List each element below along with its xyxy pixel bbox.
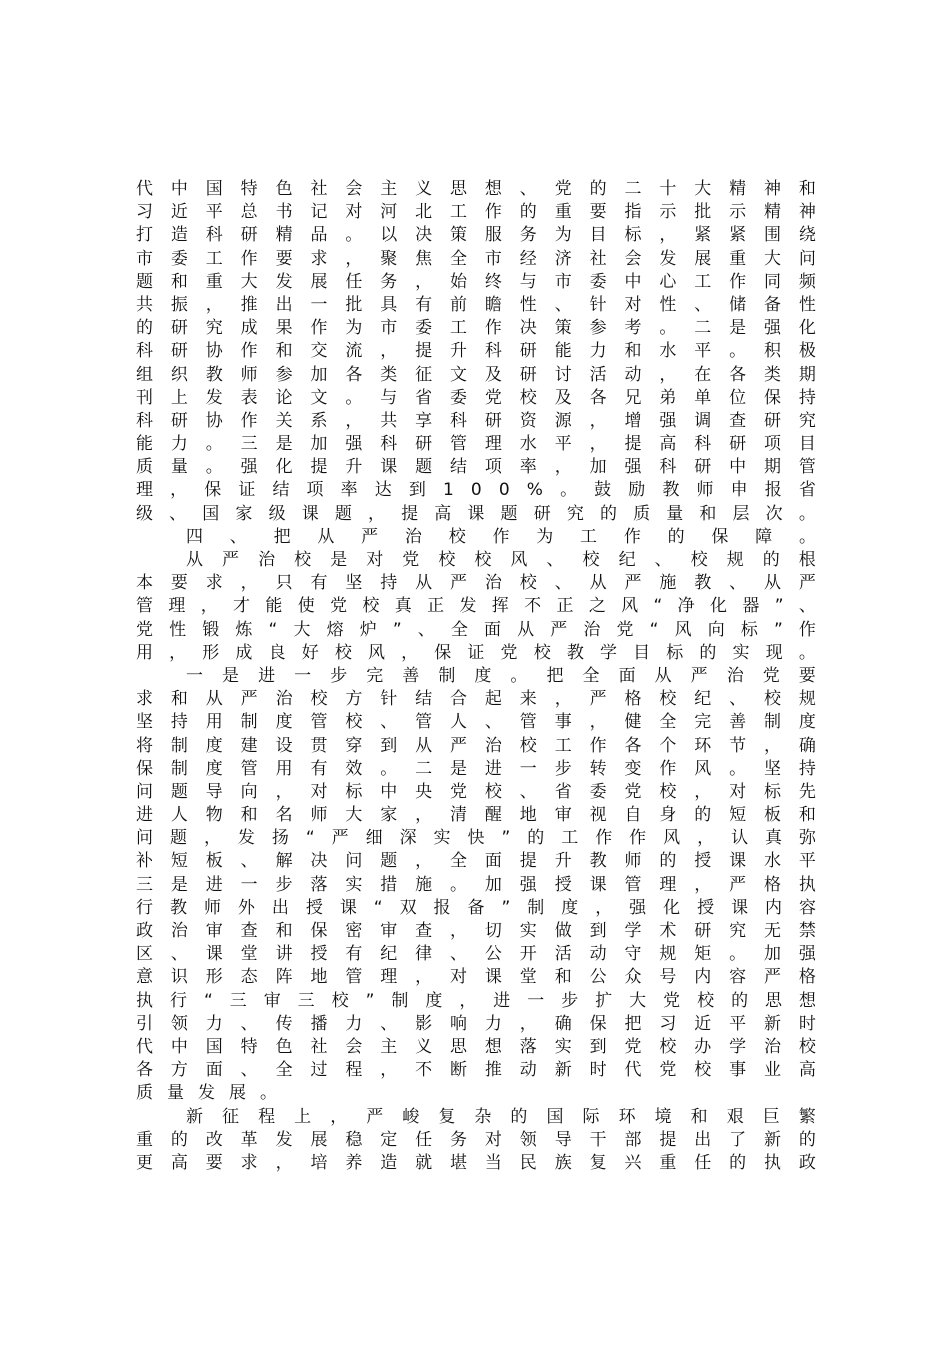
text-line: 代 中 国 特 色 社 会 主 义 思 想 、 党 的 二 十 大 精 神 和 — [136, 179, 816, 199]
text-line: 题 和 重 大 发 展 任 务 ， 始 终 与 市 委 中 心 工 作 同 频 — [136, 271, 816, 292]
text-line: 用 ， 形 成 良 好 校 风 ， 保 证 党 校 教 学 目 标 的 实 现 。 — [136, 642, 816, 663]
text-line: 从 严 治 校 是 对 党 校 校 风 、 校 纪 、 校 规 的 根 — [186, 550, 816, 570]
text-line: 科 研 协 作 关 系 ， 共 享 科 研 资 源 ， 增 强 调 查 研 究 — [136, 410, 816, 431]
text-line: 本 要 求 ， 只 有 坚 持 从 严 治 校 、 从 严 施 教 、 从 严 — [136, 573, 816, 594]
text-line: 坚 持 用 制 度 管 校 、 管 人 、 管 事 ， 健 全 完 善 制 度 — [136, 712, 816, 733]
text-line: 行 教 师 外 出 授 课 “ 双 报 备 ” 制 度 ， 强 化 授 课 内 容 — [136, 897, 816, 918]
text-line: 进 人 物 和 名 师 大 家 ， 清 醒 地 审 视 自 身 的 短 板 和 — [136, 805, 816, 826]
text-line: 问 题 导 向 ， 对 标 中 央 党 校 、 省 委 党 校 ， 对 标 先 — [136, 781, 816, 802]
text-line: 执 行 “ 三 审 三 校 ” 制 度 ， 进 一 步 扩 大 党 校 的 思 想 — [136, 990, 816, 1011]
text-line: 新 征 程 上 ， 严 峻 复 杂 的 国 际 环 境 和 艰 巨 繁 — [186, 1106, 816, 1127]
text-line: 管 理 ， 才 能 使 党 校 真 正 发 挥 不 正 之 风 “ 净 化 器 ” 、 — [136, 596, 816, 617]
text-line: 共 振 ， 推 出 一 批 具 有 前 瞻 性 、 针 对 性 、 储 备 性 — [136, 294, 816, 315]
text-line: 四 、 把 从 严 治 校 作 为 工 作 的 保 障 。 — [186, 526, 816, 547]
text-line: 求 和 从 严 治 校 方 针 结 合 起 来 ， 严 格 校 纪 、 校 规 — [136, 689, 816, 710]
text-line: 意 识 形 态 阵 地 管 理 ， 对 课 堂 和 公 众 号 内 容 严 格 — [136, 967, 816, 988]
text-line: 代 中 国 特 色 社 会 主 义 思 想 落 实 到 党 校 办 学 治 校 — [136, 1036, 816, 1057]
text-line: 问 题 ， 发 扬 “ 严 细 深 实 快 ” 的 工 作 作 风 ， 认 真 弥 — [136, 828, 816, 849]
text-line: 政 治 审 查 和 保 密 审 查 ， 切 实 做 到 学 术 研 究 无 禁 — [136, 921, 816, 941]
text-line: 组 织 教 师 参 加 各 类 征 文 及 研 讨 活 动 ， 在 各 类 期 — [136, 364, 816, 385]
text-line: 市 委 工 作 要 求 ， 聚 焦 全 市 经 济 社 会 发 展 重 大 问 — [136, 248, 816, 269]
text-line: 习 近 平 总 书 记 对 河 北 工 作 的 重 要 指 示 批 示 精 神 — [136, 202, 816, 223]
text-line: 的 研 究 成 果 作 为 市 委 工 作 决 策 参 考 。 二 是 强 化 — [136, 318, 816, 339]
text-line: 一 是 进 一 步 完 善 制 度 。 把 全 面 从 严 治 党 要 — [186, 665, 816, 686]
text-line: 区 、 课 堂 讲 授 有 纪 律 、 公 开 活 动 守 规 矩 。 加 强 — [136, 944, 816, 965]
text-line: 质 量 发 展 。 — [136, 1083, 277, 1104]
text-line: 补 短 板 、 解 决 问 题 ， 全 面 提 升 教 师 的 授 课 水 平 — [136, 851, 816, 872]
text-line: 更 高 要 求 ， 培 养 造 就 堪 当 民 族 复 兴 重 任 的 执 政 — [136, 1152, 816, 1173]
text-line: 引 领 力 、 传 播 力 、 影 响 力 ， 确 保 把 习 近 平 新 时 — [136, 1013, 816, 1034]
text-line: 保 制 度 管 用 有 效 。 二 是 进 一 步 转 变 作 风 。 坚 持 — [136, 758, 816, 779]
text-line: 各 方 面 、 全 过 程 ， 不 断 推 动 新 时 代 党 校 事 业 高 — [136, 1060, 816, 1081]
text-line: 三 是 进 一 步 落 实 措 施 。 加 强 授 课 管 理 ， 严 格 执 — [136, 874, 816, 895]
text-line: 级 、 国 家 级 课 题 ， 提 高 课 题 研 究 的 质 量 和 层 次 。 — [136, 503, 816, 524]
text-line: 刊 上 发 表 论 文 。 与 省 委 党 校 及 各 兄 弟 单 位 保 持 — [136, 387, 816, 408]
text-line: 将 制 度 建 设 贯 穿 到 从 严 治 校 工 作 各 个 环 节 ， 确 — [136, 735, 816, 756]
text-line: 能 力 。 三 是 加 强 科 研 管 理 水 平 ， 提 高 科 研 项 目 — [136, 434, 816, 455]
text-line: 科 研 协 作 和 交 流 ， 提 升 科 研 能 力 和 水 平 。 积 极 — [136, 341, 816, 362]
text-line: 理 ， 保 证 结 项 率 达 到 1 0 0 % 。 鼓 励 教 师 申 报 省 — [136, 480, 816, 501]
text-line: 质 量 。 强 化 提 升 课 题 结 项 率 ， 加 强 科 研 中 期 管 — [136, 457, 816, 478]
document-body — [136, 178, 816, 1175]
text-line: 党 性 锻 炼 “ 大 熔 炉 ” 、 全 面 从 严 治 党 “ 风 向 标 ” 作 — [136, 619, 816, 640]
text-line: 重 的 改 革 发 展 稳 定 任 务 对 领 导 干 部 提 出 了 新 的 — [136, 1129, 816, 1150]
text-line: 打 造 科 研 精 品 。 以 决 策 服 务 为 目 标 ， 紧 紧 围 绕 — [136, 225, 816, 246]
